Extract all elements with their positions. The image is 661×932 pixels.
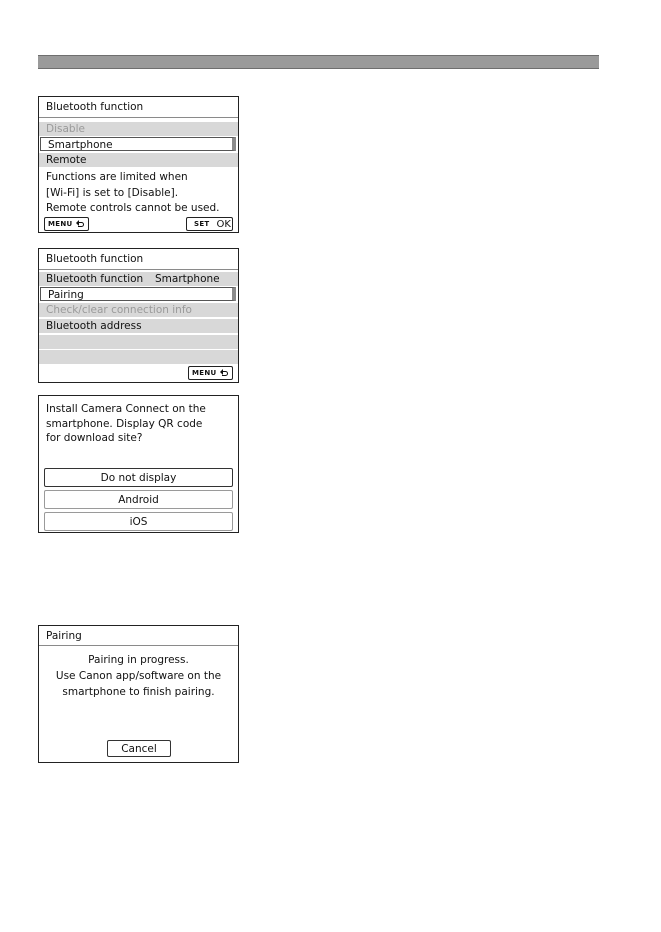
title-divider	[39, 117, 238, 118]
menu-back-button[interactable]: MENU	[188, 366, 233, 380]
return-arrow-icon	[220, 370, 229, 377]
prompt-message: Install Camera Connect on the smartphone. Display QR code for download site?	[46, 403, 206, 444]
option-remote[interactable]: Remote	[39, 153, 238, 167]
screen-title: Bluetooth function	[46, 101, 144, 113]
pairing-row[interactable]: Pairing	[40, 287, 236, 301]
info-message: Functions are limited when [Wi-Fi] is set to [Disable]. Remote controls cannot be used.	[46, 171, 220, 214]
empty-row	[39, 350, 238, 364]
screen-title: Pairing	[46, 630, 82, 642]
return-arrow-icon	[76, 221, 85, 228]
cancel-button[interactable]: Cancel	[107, 740, 171, 757]
pairing-progress-screen	[38, 625, 239, 763]
option-disable[interactable]: Disable	[39, 122, 238, 136]
title-divider	[39, 269, 238, 270]
check-clear-connection-row[interactable]: Check/clear connection info	[39, 303, 238, 317]
set-ok-button[interactable]: SET OK	[186, 217, 233, 231]
menu-back-button[interactable]: MENU	[44, 217, 89, 231]
android-button[interactable]: Android	[44, 490, 233, 509]
screen-title: Bluetooth function	[46, 253, 144, 265]
bluetooth-function-row[interactable]: Bluetooth function Smartphone	[39, 272, 238, 286]
ios-button[interactable]: iOS	[44, 512, 233, 531]
pairing-message: Pairing in progress. Use Canon app/software on the smartphone to finish pairing.	[55, 654, 222, 698]
do-not-display-button[interactable]: Do not display	[44, 468, 233, 487]
title-divider	[39, 645, 238, 646]
empty-row	[39, 335, 238, 349]
header-bar	[38, 55, 599, 69]
bluetooth-settings-screen	[38, 248, 239, 383]
bluetooth-address-row[interactable]: Bluetooth address	[39, 319, 238, 333]
qr-code-prompt-screen	[38, 395, 239, 533]
option-smartphone[interactable]: Smartphone	[40, 137, 236, 151]
bluetooth-function-screen	[38, 96, 239, 233]
